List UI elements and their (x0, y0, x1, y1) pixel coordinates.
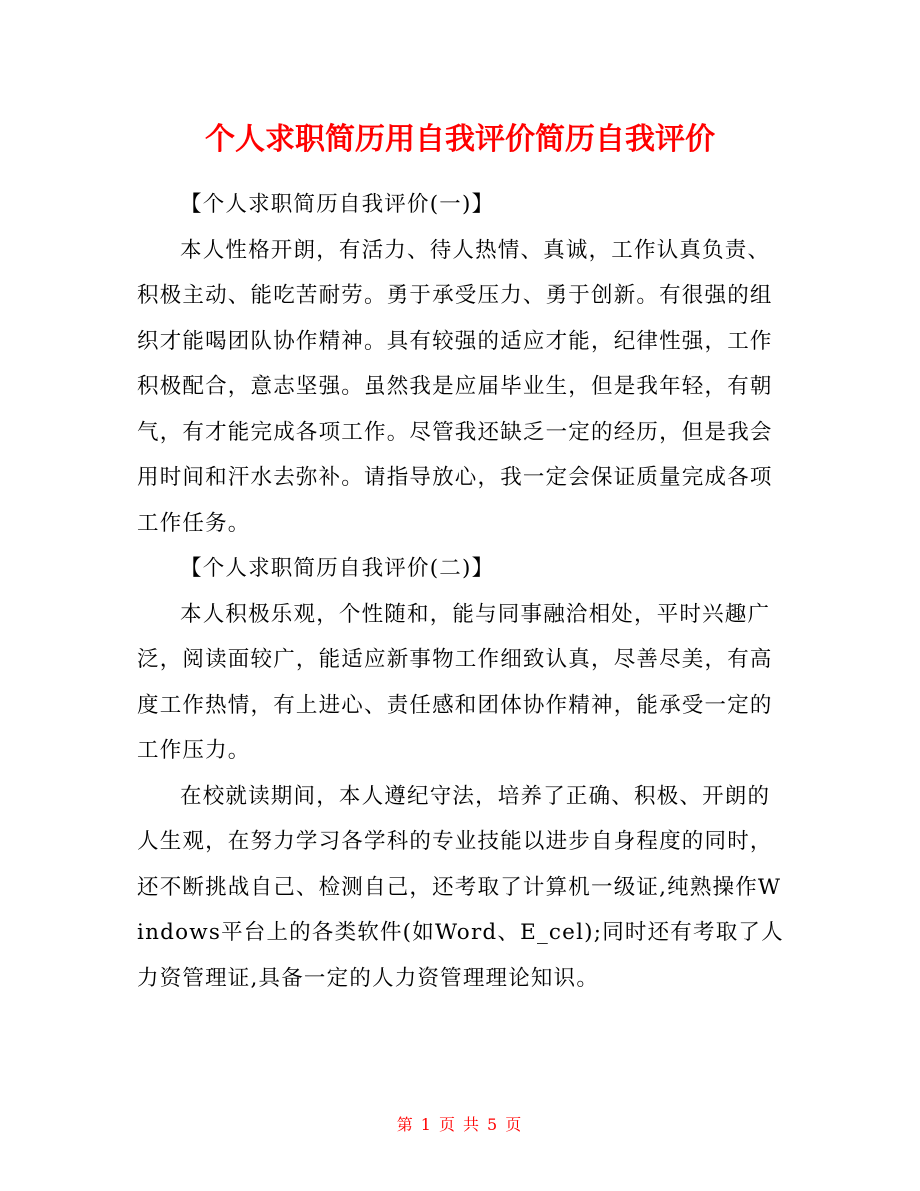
page-footer (0, 1113, 920, 1137)
footer-total-prefix: 共 (463, 1115, 482, 1134)
footer-page-number: 1 (420, 1115, 433, 1134)
paragraph-2: 本人积极乐观，个性随和，能与同事融洽相处，平时兴趣广泛，阅读面较广，能适应新事物工作细致认真，尽善尽美，有高度工作热情，有上进心、责任感和团体协作精神，能承受一定的工作压力。 (137, 601, 773, 763)
footer-page-suffix: 页 (438, 1115, 457, 1134)
section-heading-2: 【个人求职简历自我评价(二)】 (180, 556, 495, 581)
document-title: 个人求职简历用自我评价简历自我评价 (205, 122, 715, 157)
section-heading-1: 【个人求职简历自我评价(一)】 (180, 192, 495, 217)
paragraph-1: 本人性格开朗，有活力、待人热情、真诚，工作认真负责、积极主动、能吃苦耐劳。勇于承受压力、勇于创新。有很强的组织才能喝团队协作精神。具有较强的适应才能，纪律性强，工作积极配合，意志坚强。虽然我是应届毕业生，但是我年轻，有朝气，有才能完成各项工作。尽管我还缺乏一定的经历，但是我会用时间和汗水去弥补。请指导放心，我一定会保证质量完成各项工作任务。 (137, 237, 773, 536)
footer-total-pages: 5 (487, 1115, 500, 1134)
paragraph-3: 在校就读期间，本人遵纪守法，培养了正确、积极、开朗的人生观，在努力学习各学科的专业技能以进步自身程度的同时，还不断挑战自己、检测自己，还考取了计算机一级证,纯熟操作Windows平台上的各类软件(如Word、E_cel);同时还有考取了人力资管理证,具备一定的人力资管理理论知识。 (137, 783, 784, 991)
footer-page-prefix: 第 (396, 1115, 415, 1134)
document-body (137, 182, 785, 1001)
footer-total-suffix: 页 (505, 1115, 524, 1134)
